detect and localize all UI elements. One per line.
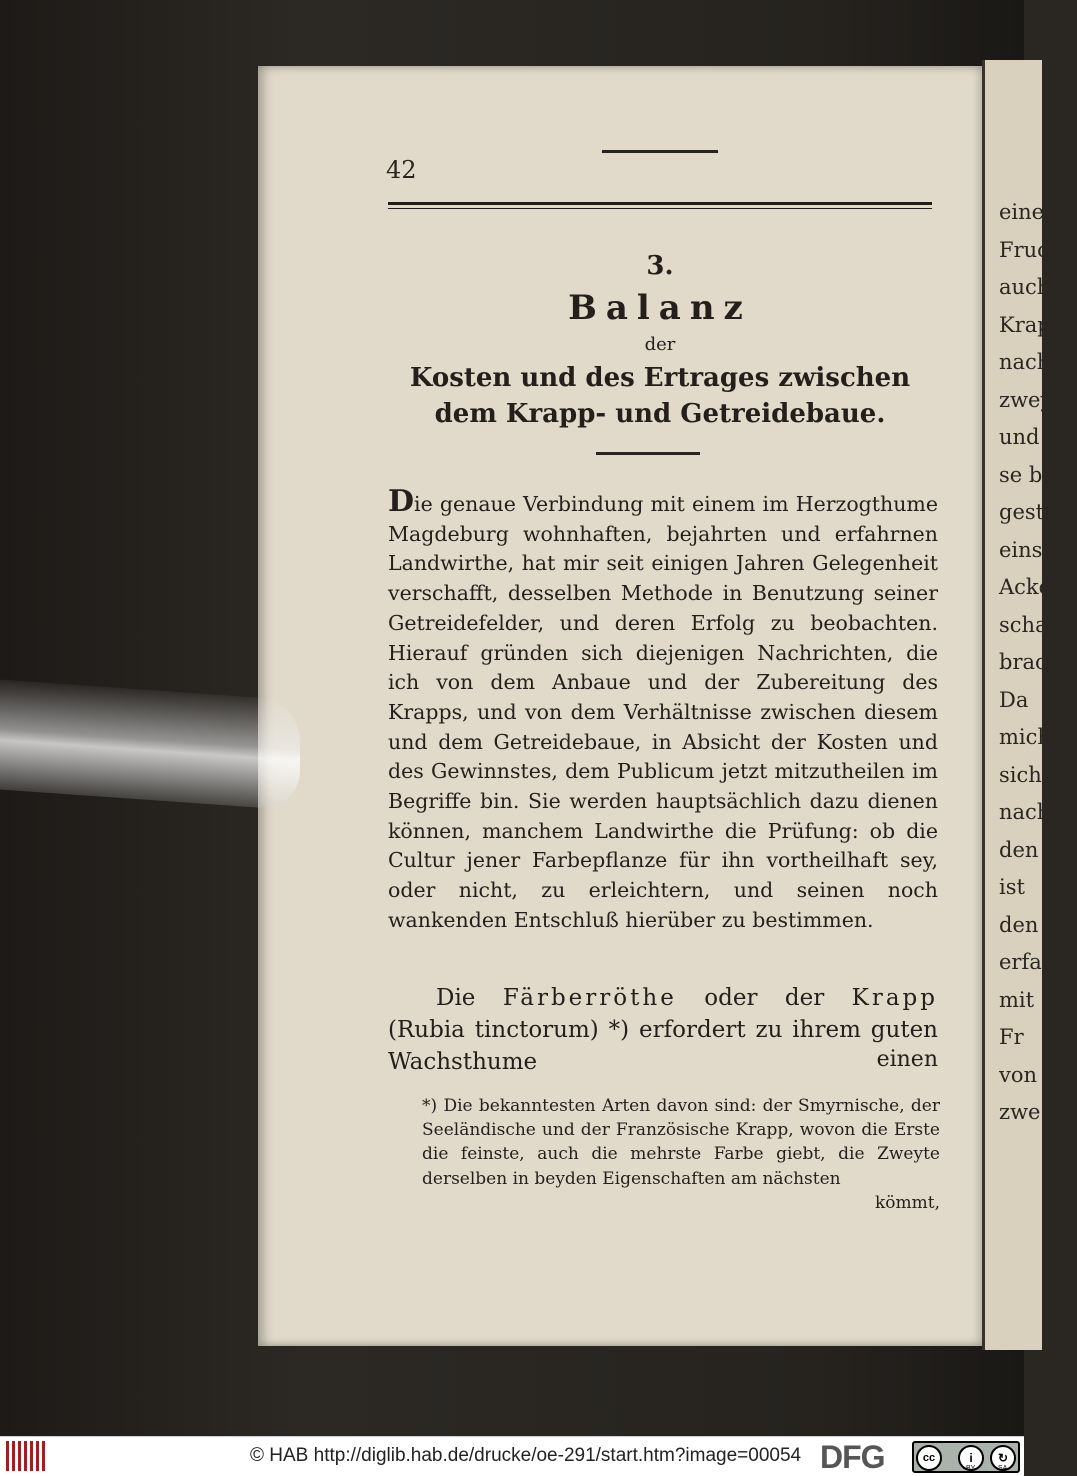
header-double-rule — [388, 202, 932, 209]
paragraph-2-start: Die — [436, 985, 503, 1011]
catchword: einen — [876, 1047, 938, 1072]
top-ornament-rule — [602, 150, 718, 153]
paragraph-2-mid: oder der — [676, 985, 852, 1011]
page-number: 42 — [386, 156, 417, 184]
share-alike-icon: ↻ — [990, 1445, 1016, 1471]
by-label: BY — [966, 1465, 976, 1472]
sa-label: SA — [998, 1465, 1008, 1472]
section-number: 3. — [646, 251, 674, 281]
attribution-icon: i — [958, 1445, 984, 1471]
footnote-end: kömmt, — [874, 1193, 940, 1213]
paragraph-2-rest: (Rubia tinctorum) *) erfordert zu ihrem guten Wachsthume — [388, 1017, 938, 1075]
dfg-logo[interactable]: DFG — [820, 1439, 885, 1475]
copyright-link[interactable]: © HAB http://diglib.hab.de/drucke/oe-291/start.htm?image=00054 — [250, 1445, 802, 1466]
cc-license-badge[interactable] — [912, 1441, 1020, 1473]
title-connector: der — [644, 334, 676, 355]
adjacent-page-text: einem Fruch auch Krap nach zweyt und je se besc gestalt einste Acker schaf brac Da mich sich nach den ist den erfa mit Fr von zwe — [999, 200, 1077, 1124]
library-logo-icon[interactable] — [6, 1441, 48, 1471]
cc-icon: cc — [916, 1445, 942, 1471]
chapter-heading — [388, 246, 932, 432]
book-page — [258, 66, 982, 1346]
footnote: *) Die bekanntesten Arten davon sind: der Smyrnische, der Seeländische und der Französische Krapp, wovon die Erste die feinste, auch die mehrste Farbe giebt, die Zweyte derselben in beyden Eigenschaften am nächsten — [422, 1096, 940, 1189]
paragraph-1 — [388, 484, 938, 936]
footer-bar — [0, 1436, 1024, 1476]
chapter-subtitle: Kosten und des Ertrages zwischen dem Krapp- und Getreidebaue. — [409, 363, 911, 429]
chapter-title: Balanz — [568, 288, 752, 328]
heading-divider-rule — [596, 452, 700, 455]
term-faerberroethe: Färberröthe — [502, 985, 677, 1011]
term-krapp: Krapp — [851, 985, 938, 1011]
paragraph-1-text: ie genaue Verbindung mit einem im Herzogthume Magdeburg wohnhaften, bejahrten und erfahrnen Landwirthe, hat mir seit einigen Jahren Gelegenheit verschafft, desselben Methode in Benutzung seiner Getreidefelder, und deren Erfolg zu beobachten. Hierauf gründen sich diejenigen Nachrichten, die ich von dem Anbaue und der Zubereitung des Krapps, und von dem Verhältnisse zwischen diesem und dem Getreidebaue, in Absicht der Kosten und des Gewinnstes, dem Publicum jetzt mitzutheilen im Begriffe bin. Sie werden hauptsächlich dazu dienen können, manchem Landwirthe die Prüfung: ob die Cultur jener Farbepflanze für ihn vortheilhaft sey, oder nicht, zu erleichtern, und seinen noch wankenden Entschluß hierüber zu bestimmen. — [388, 492, 938, 932]
initial-letter: D — [388, 484, 415, 519]
glass-clamp — [0, 680, 300, 811]
adjacent-page — [982, 60, 1077, 1350]
